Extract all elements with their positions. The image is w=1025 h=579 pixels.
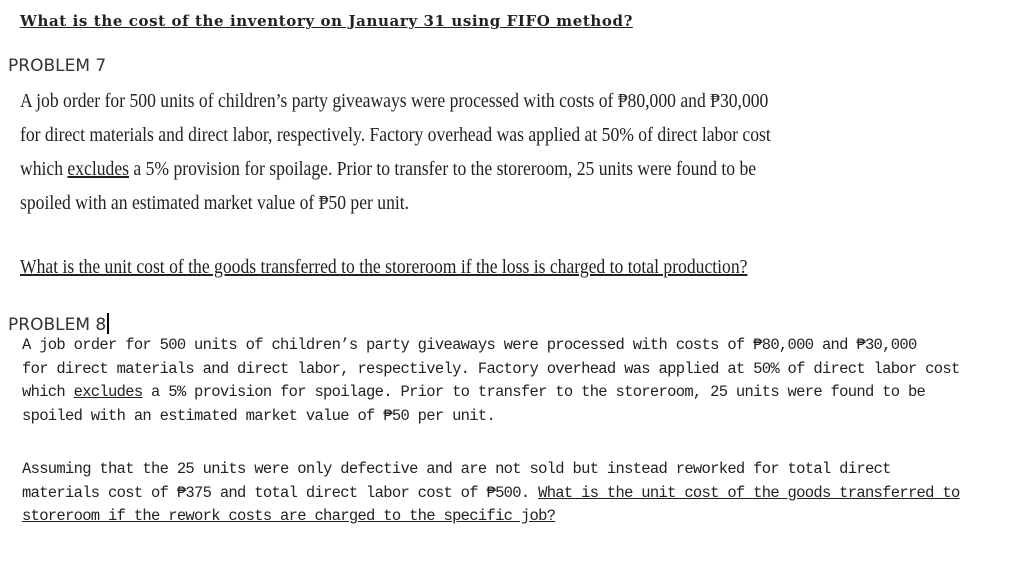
problem-7-question: What is the unit cost of the goods transferred to the storeroom if the loss is charged to total production? (20, 256, 748, 278)
problem-7-line-3-pre: which (20, 158, 68, 180)
problem-8-line-4: spoiled with an estimated market value of ₱50 per unit. (22, 406, 496, 425)
problem-8-heading[interactable] (8, 313, 109, 335)
problem-7-line-1: A job order for 500 units of children’s party giveaways were processed with costs of ₱80,000 and ₱30,000 (20, 90, 769, 112)
problem-8-q-line-1: Assuming that the 25 units were only defective and are not sold but instead reworked for total direct (22, 460, 891, 478)
text-cursor (107, 313, 109, 334)
problem-8-line-3-post: a 5% provision for spoilage. Prior to transfer to the storeroom, 25 units were found to be (142, 383, 926, 401)
problem-8-q-line-2-pre: materials cost of ₱375 and total direct labor cost of ₱500. (22, 483, 539, 502)
problem-8-q-line-2-ul: What is the unit cost of the goods transferred to (538, 483, 960, 502)
problem-7-line-3-post: a 5% provision for spoilage. Prior to transfer to the storeroom, 25 units were found to be (129, 158, 757, 180)
problem-7-heading: PROBLEM 7 (8, 56, 107, 76)
problem-8-line-1: A job order for 500 units of children’s party giveaways were processed with costs of ₱80,000 and ₱30,000 (22, 336, 917, 354)
problem-7-text (20, 84, 838, 220)
top-question: What is the cost of the inventory on January 31 using FIFO method? (20, 12, 633, 30)
problem-8-heading-text: PROBLEM 8 (8, 315, 107, 335)
problem-7-line-2: for direct materials and direct labor, respectively. Factory overhead was applied at 50% of direct labor cost (20, 124, 771, 146)
problem-7-excludes: excludes (67, 158, 130, 180)
problem-8-excludes: excludes (73, 383, 143, 401)
problem-8-q-line-3: storeroom if the rework costs are charged to the specific job? (22, 507, 556, 525)
problem-8-question (22, 458, 982, 529)
problem-8-text (22, 334, 982, 428)
problem-7-line-3 (20, 152, 838, 186)
problem-7-line-4: spoiled with an estimated market value of ₱50 per unit. (20, 192, 410, 214)
problem-8-line-3-pre: which (22, 383, 74, 401)
problem-8-line-2: for direct materials and direct labor, respectively. Factory overhead was applied at 50% of direct labor cost (22, 359, 960, 378)
problem-8-q-line-2 (22, 482, 982, 506)
problem-8-line-3 (22, 381, 982, 405)
